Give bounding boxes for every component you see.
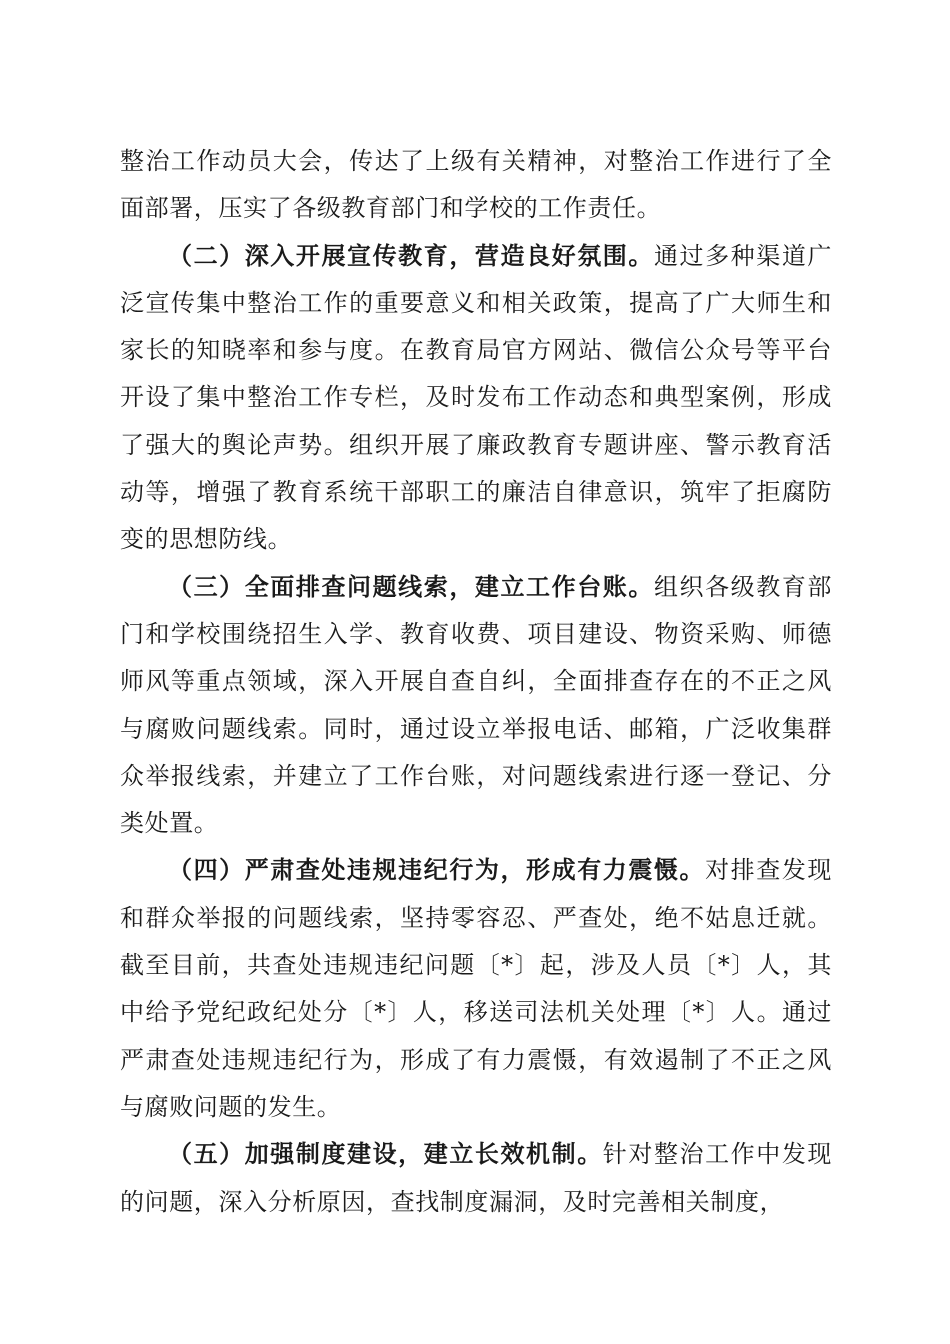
section-heading: （五）加强制度建设，建立长效机制。	[168, 1140, 603, 1169]
paragraph-text: 对排查发现和群众举报的问题线索，坚持零容忍、严查处，绝不姑息迁就。截至目前，共查处违规违纪问题〔*〕起，涉及人员〔*〕人，其中给予党纪政纪处分〔*〕人，移送司法机关处理〔*〕人。通过严肃查处违规违纪行为，形成了有力震慑，有效遏制了不正之风与腐败问题的发生。	[120, 856, 832, 1121]
paragraph-3	[120, 564, 832, 848]
paragraph-4	[120, 847, 832, 1131]
paragraph-1	[120, 138, 832, 233]
section-heading: （四）严肃查处违规违纪行为，形成有力震慑。	[168, 856, 706, 885]
section-heading: （三）全面排查问题线索，建立工作台账。	[168, 572, 654, 601]
paragraph-text: 针对整治工作中发现的问题，深入分析原因，查找制度漏洞，及时完善相关制度，	[120, 1140, 833, 1216]
paragraph-5	[120, 1131, 832, 1226]
section-heading: （二）深入开展宣传教育，营造良好氛围。	[168, 241, 654, 270]
paragraph-text: 通过多种渠道广泛宣传集中整治工作的重要意义和相关政策，提高了广大师生和家长的知晓率和参与度。在教育局官方网站、微信公众号等平台开设了集中整治工作专栏，及时发布工作动态和典型案例，形成了强大的舆论声势。组织开展了廉政教育专题讲座、警示教育活动等，增强了教育系统干部职工的廉洁自律意识，筑牢了拒腐防变的思想防线。	[120, 241, 832, 554]
paragraph-text: 整治工作动员大会，传达了上级有关精神，对整治工作进行了全面部署，压实了各级教育部门和学校的工作责任。	[120, 147, 832, 223]
paragraph-2	[120, 233, 832, 564]
document-body	[120, 138, 832, 1226]
paragraph-text: 组织各级教育部门和学校围绕招生入学、教育收费、项目建设、物资采购、师德师风等重点领域，深入开展自查自纠，全面排查存在的不正之风与腐败问题线索。同时，通过设立举报电话、邮箱，广泛收集群众举报线索，并建立了工作台账，对问题线索进行逐一登记、分类处置。	[120, 572, 832, 838]
